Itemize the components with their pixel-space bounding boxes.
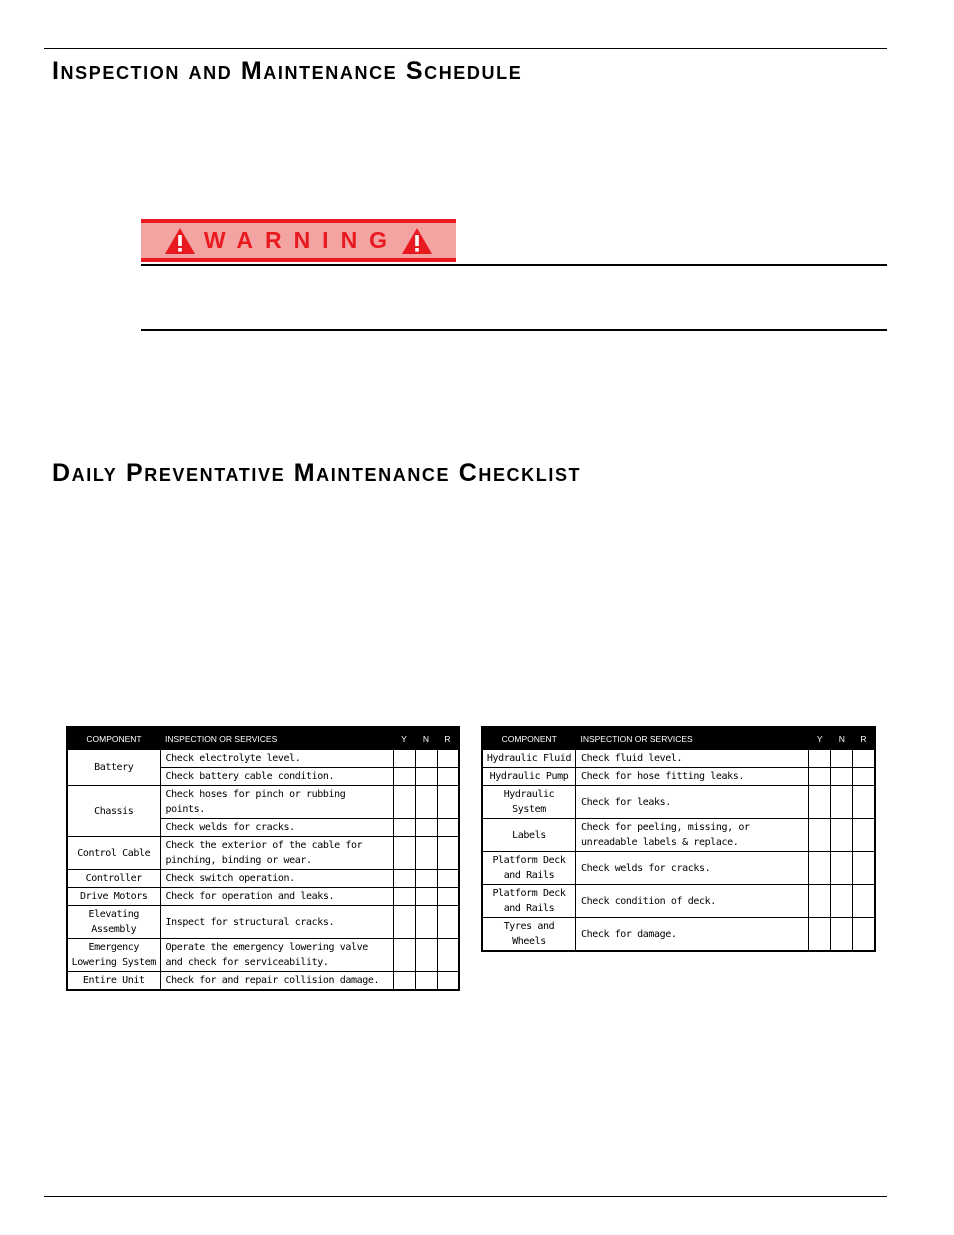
- warning-label: WARNING: [203, 227, 400, 253]
- inspection-cell: Check welds for cracks.: [575, 852, 808, 885]
- r-checkbox[interactable]: [437, 888, 459, 906]
- inspection-cell: Check for leaks.: [575, 786, 808, 819]
- n-checkbox[interactable]: [831, 750, 853, 768]
- component-header: COMPONENT: [482, 727, 575, 750]
- r-checkbox[interactable]: [853, 786, 875, 819]
- table-row: [67, 906, 459, 939]
- y-checkbox[interactable]: [393, 972, 415, 991]
- r-checkbox[interactable]: [437, 837, 459, 870]
- warning-bottom-rule: [141, 329, 887, 331]
- component-cell: Tyres and Wheels: [482, 918, 575, 952]
- n-checkbox[interactable]: [415, 972, 437, 991]
- warning-top-rule: [141, 264, 887, 266]
- table-row: [67, 972, 459, 991]
- y-checkbox[interactable]: [809, 819, 831, 852]
- table-row: [482, 852, 875, 885]
- component-cell: Platform Deck and Rails: [482, 852, 575, 885]
- y-checkbox[interactable]: [393, 819, 415, 837]
- r-header: R: [853, 727, 875, 750]
- inspection-cell: Check switch operation.: [160, 870, 393, 888]
- r-checkbox[interactable]: [853, 750, 875, 768]
- y-checkbox[interactable]: [393, 906, 415, 939]
- inspection-cell: Check the exterior of the cable for pinching, binding or wear.: [160, 837, 393, 870]
- y-checkbox[interactable]: [809, 918, 831, 952]
- table-row: [482, 768, 875, 786]
- r-checkbox[interactable]: [437, 819, 459, 837]
- r-header: R: [437, 727, 459, 750]
- component-header: COMPONENT: [67, 727, 160, 750]
- component-cell: Platform Deck and Rails: [482, 885, 575, 918]
- r-checkbox[interactable]: [853, 768, 875, 786]
- r-checkbox[interactable]: [437, 939, 459, 972]
- component-cell: Hydraulic Pump: [482, 768, 575, 786]
- table-row: [67, 750, 459, 768]
- n-checkbox[interactable]: [415, 768, 437, 786]
- table-row: [482, 918, 875, 952]
- y-checkbox[interactable]: [393, 888, 415, 906]
- table-row: [67, 837, 459, 870]
- inspection-cell: Operate the emergency lowering valve and check for serviceability.: [160, 939, 393, 972]
- y-checkbox[interactable]: [393, 786, 415, 819]
- r-checkbox[interactable]: [853, 852, 875, 885]
- r-checkbox[interactable]: [853, 918, 875, 952]
- r-checkbox[interactable]: [437, 972, 459, 991]
- y-checkbox[interactable]: [809, 768, 831, 786]
- warning-triangle-icon: [401, 227, 433, 255]
- component-cell: Drive Motors: [67, 888, 160, 906]
- inspection-cell: Check welds for cracks.: [160, 819, 393, 837]
- n-checkbox[interactable]: [415, 906, 437, 939]
- r-checkbox[interactable]: [437, 786, 459, 819]
- inspection-cell: Check battery cable condition.: [160, 768, 393, 786]
- daily-checklist-heading: Daily Preventative Maintenance Checklist: [52, 459, 582, 487]
- bottom-rule: [44, 1196, 887, 1197]
- r-checkbox[interactable]: [853, 819, 875, 852]
- y-checkbox[interactable]: [393, 750, 415, 768]
- warning-banner: [141, 219, 456, 262]
- n-checkbox[interactable]: [415, 786, 437, 819]
- y-checkbox[interactable]: [393, 870, 415, 888]
- table-row: [482, 750, 875, 768]
- n-checkbox[interactable]: [415, 888, 437, 906]
- left-checklist-table: [66, 726, 460, 991]
- n-checkbox[interactable]: [831, 918, 853, 952]
- n-checkbox[interactable]: [415, 870, 437, 888]
- component-cell: Hydraulic System: [482, 786, 575, 819]
- inspection-cell: Check fluid level.: [575, 750, 808, 768]
- inspection-header: INSPECTION OR SERVICES: [575, 727, 808, 750]
- n-checkbox[interactable]: [415, 837, 437, 870]
- inspection-cell: Check hoses for pinch or rubbing points.: [160, 786, 393, 819]
- component-cell: Labels: [482, 819, 575, 852]
- n-header: N: [831, 727, 853, 750]
- top-rule: [44, 48, 887, 49]
- table-row: [482, 786, 875, 819]
- inspection-cell: Check for hose fitting leaks.: [575, 768, 808, 786]
- inspection-cell: Inspect for structural cracks.: [160, 906, 393, 939]
- inspection-cell: Check condition of deck.: [575, 885, 808, 918]
- inspection-header: INSPECTION OR SERVICES: [160, 727, 393, 750]
- n-checkbox[interactable]: [831, 768, 853, 786]
- n-header: N: [415, 727, 437, 750]
- r-checkbox[interactable]: [853, 885, 875, 918]
- table-row: [67, 939, 459, 972]
- component-cell: Entire Unit: [67, 972, 160, 991]
- table-row: [67, 786, 459, 819]
- table-row: [67, 888, 459, 906]
- r-checkbox[interactable]: [437, 750, 459, 768]
- table-header-row: [482, 727, 875, 750]
- inspection-cell: Check for operation and leaks.: [160, 888, 393, 906]
- y-header: Y: [809, 727, 831, 750]
- table-header-row: [67, 727, 459, 750]
- inspection-cell: Check for and repair collision damage.: [160, 972, 393, 991]
- n-checkbox[interactable]: [831, 852, 853, 885]
- y-checkbox[interactable]: [809, 885, 831, 918]
- component-cell: Control Cable: [67, 837, 160, 870]
- warning-triangle-icon: [164, 227, 196, 255]
- n-checkbox[interactable]: [831, 786, 853, 819]
- y-header: Y: [393, 727, 415, 750]
- component-cell: Emergency Lowering System: [67, 939, 160, 972]
- y-checkbox[interactable]: [809, 750, 831, 768]
- y-checkbox[interactable]: [393, 939, 415, 972]
- component-cell: Controller: [67, 870, 160, 888]
- r-checkbox[interactable]: [437, 768, 459, 786]
- component-cell: Battery: [67, 750, 160, 786]
- n-checkbox[interactable]: [831, 885, 853, 918]
- n-checkbox[interactable]: [415, 819, 437, 837]
- y-checkbox[interactable]: [809, 852, 831, 885]
- inspection-schedule-heading: Inspection and Maintenance Schedule: [52, 57, 523, 85]
- n-checkbox[interactable]: [831, 819, 853, 852]
- inspection-cell: Check for peeling, missing, or unreadable labels & replace.: [575, 819, 808, 852]
- component-cell: Elevating Assembly: [67, 906, 160, 939]
- component-cell: Chassis: [67, 786, 160, 837]
- component-cell: Hydraulic Fluid: [482, 750, 575, 768]
- y-checkbox[interactable]: [393, 768, 415, 786]
- n-checkbox[interactable]: [415, 750, 437, 768]
- n-checkbox[interactable]: [415, 939, 437, 972]
- r-checkbox[interactable]: [437, 870, 459, 888]
- table-row: [482, 819, 875, 852]
- y-checkbox[interactable]: [809, 786, 831, 819]
- inspection-cell: Check for damage.: [575, 918, 808, 952]
- table-row: [482, 885, 875, 918]
- r-checkbox[interactable]: [437, 906, 459, 939]
- table-row: [67, 870, 459, 888]
- inspection-cell: Check electrolyte level.: [160, 750, 393, 768]
- right-checklist-table: [481, 726, 876, 952]
- y-checkbox[interactable]: [393, 837, 415, 870]
